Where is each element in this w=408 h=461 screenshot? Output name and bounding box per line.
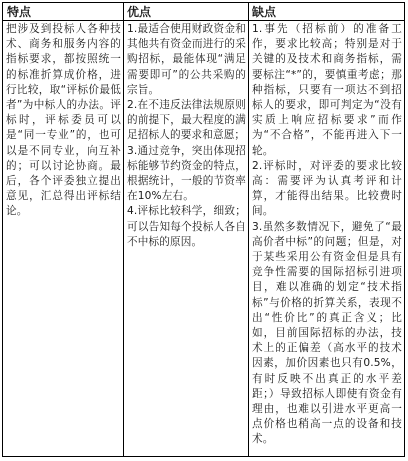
header-advantages: 优点 (127, 5, 152, 19)
header-row (3, 3, 404, 21)
header-features: 特点 (7, 5, 32, 19)
advantages-cell: 1.最适合使用财政资金和其他共有资金而进行的采购招标，最能体现“满足需要即可”的公共采购的宗旨。 2.在不违反法律法规原则的前提下，最大程度的满足招标人的要求和意愿； 3.通过竞争，突出体现招标能够节约资金的特点，根据统计，一般的节资率在10%左右。 4.评标比较科学，细致；可以告知每个投标人各自不中标的原因。 (127, 23, 246, 248)
disadvantages-cell: 1.事先（招标前）的准备工作，要求比较高；特别是对于关键的及技术和商务指标，需要标注“*”的，要慎重考虑；那种指标，只要有一项达不到招标人的要求，即可判定为“没有实质上响应招标要求”而作为“不合格”，不能再进入下一轮。 2.评标时，对评委的要求比较高：需要评为认真考评和计算，才能得出结果。比较费时间。 3.虽然多数情况下，避免了“最高价者中标”的问题；但是，对于某些采用公有资金但是具有竞争性需要的国际招标引进项目，难以准确的划定“技术指标”与价格的折算关系，表现不出“性价比”的真正含义；比如，目前国际招标的办法，技术上的正偏差（高水平的技术因素，加价因素也只有0.5%，有时反映不出真正的水平差距；）导致招标人即使有资金有理由，也难以引进水平更高一点价格也稍高一点的设备和技术。 (252, 23, 402, 446)
features-cell: 把涉及到投标人各种技术、商务和服务内容的指标要求，都按照统一的标准折算成价格，进行比较，取“评标价最低者”为中标人的办法。评标时，评标委员可以是“同一专业”的，也可以是不同专业，向互补的；可以讨论协商。最后，各个评委独立提出意见，汇总得出评标结论。 (6, 23, 121, 218)
header-disadvantages: 缺点 (252, 5, 277, 19)
evaluation-method-table (2, 2, 405, 457)
